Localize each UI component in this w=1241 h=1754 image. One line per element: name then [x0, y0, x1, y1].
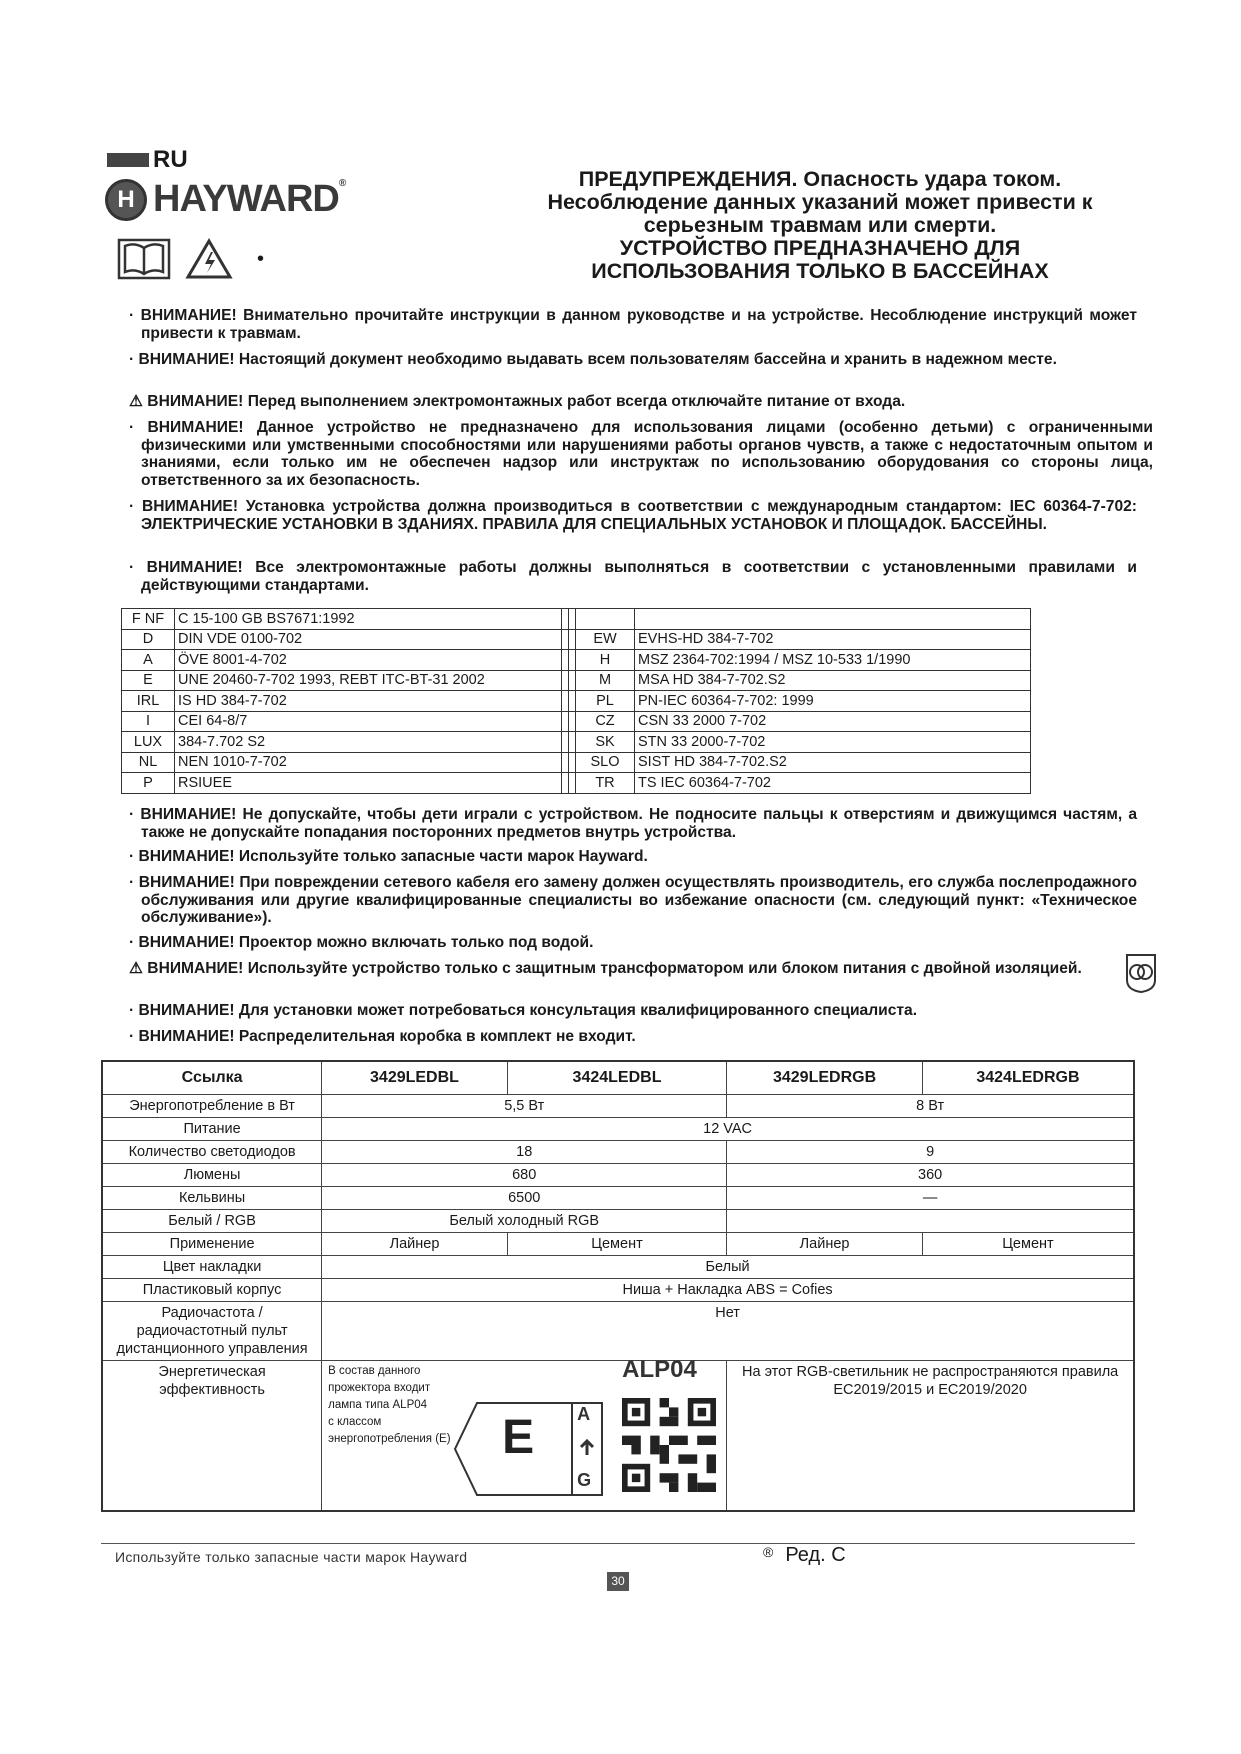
spec-label: Пластиковый корпус	[102, 1279, 322, 1302]
hayward-logo-mark: H	[105, 179, 147, 221]
table-gap	[569, 773, 576, 794]
spec-value: Лайнер	[727, 1233, 923, 1256]
footer-note: Используйте только запасные части марок Hayward	[115, 1549, 468, 1565]
spec-label: Люмены	[102, 1164, 322, 1187]
standard-name	[635, 609, 1031, 630]
spec-label: Белый / RGB	[102, 1210, 322, 1233]
energy-model: ALP04	[622, 1356, 697, 1383]
table-gap	[569, 609, 576, 630]
header-warning-line: УСТРОЙСТВО ПРЕДНАЗНАЧЕНО ДЛЯ	[619, 236, 1021, 260]
table-row	[102, 1141, 1134, 1164]
energy-class-letter: E	[502, 1411, 535, 1464]
spec-header-model: 3424LEDRGB	[922, 1061, 1134, 1095]
country-code: I	[122, 711, 175, 732]
country-code	[576, 609, 635, 630]
spec-label: Цвет накладки	[102, 1256, 322, 1279]
header-warning	[530, 168, 1110, 283]
warning-icons	[117, 238, 264, 280]
table-row	[122, 711, 1031, 732]
country-code: E	[122, 670, 175, 691]
energy-label-cell	[322, 1356, 727, 1511]
spec-value: 12 VAC	[322, 1118, 1134, 1141]
table-row	[102, 1210, 1134, 1233]
standard-name: UNE 20460-7-702 1993, REBT ITC-BT-31 2002	[175, 670, 562, 691]
standard-name: PN-IEC 60364-7-702: 1999	[635, 691, 1031, 712]
spec-value: 680	[322, 1164, 727, 1187]
table-gap	[562, 773, 569, 794]
table-row	[102, 1095, 1134, 1118]
table-gap	[562, 711, 569, 732]
table-row	[122, 609, 1031, 630]
spec-value: Цемент	[922, 1233, 1134, 1256]
table-row	[102, 1256, 1134, 1279]
footer-divider	[101, 1543, 1135, 1544]
double-insulation-transformer-icon	[1123, 952, 1159, 994]
country-code: A	[122, 650, 175, 671]
standard-name: 384-7.702 S2	[175, 732, 562, 753]
table-gap	[562, 609, 569, 630]
spec-value: Нет	[322, 1302, 1134, 1361]
hayward-logo	[105, 178, 345, 221]
table-row	[122, 650, 1031, 671]
spec-value: Цемент	[507, 1233, 726, 1256]
table-gap	[562, 752, 569, 773]
spec-header-row	[102, 1061, 1134, 1095]
language-label: RU	[153, 146, 188, 173]
warning-item: · ВНИМАНИЕ! Используйте только запасные части марок Hayward.	[129, 848, 648, 865]
table-gap	[569, 711, 576, 732]
spec-header-model: 3424LEDBL	[507, 1061, 726, 1095]
warning-item: · ВНИМАНИЕ! Внимательно прочитайте инструкции в данном руководстве и на устройстве. Несоблюдение инструкций может привести к травмам.	[129, 307, 1137, 342]
country-code: PL	[576, 691, 635, 712]
spec-value-empty	[727, 1210, 1134, 1233]
table-row	[102, 1279, 1134, 1302]
header-warning-line: ПРЕДУПРЕЖДЕНИЯ. Опасность удара током.	[578, 167, 1062, 191]
table-gap	[569, 670, 576, 691]
spec-value: 5,5 Вт	[322, 1095, 727, 1118]
standard-name: SIST HD 384-7-702.S2	[635, 752, 1031, 773]
standard-name: RSIUEE	[175, 773, 562, 794]
spec-label: Энергетическая эффективность	[102, 1361, 322, 1511]
logo-registered: ®	[338, 178, 346, 189]
country-code: M	[576, 670, 635, 691]
manual-book-icon	[117, 238, 171, 280]
spec-header-model: 3429LEDRGB	[727, 1061, 923, 1095]
header-warning-line: Несоблюдение данных указаний может привести к	[547, 190, 1093, 214]
table-gap	[562, 732, 569, 753]
table-row	[102, 1361, 1134, 1511]
standard-name: C 15-100 GB BS7671:1992	[175, 609, 562, 630]
standard-name: STN 33 2000-7-702	[635, 732, 1031, 753]
table-gap	[562, 650, 569, 671]
table-row	[102, 1302, 1134, 1361]
spec-label: Питание	[102, 1118, 322, 1141]
bullet-dot: •	[257, 247, 265, 270]
country-code: TR	[576, 773, 635, 794]
revision-registered: ®	[763, 1544, 774, 1560]
country-code: SLO	[576, 752, 635, 773]
table-gap	[569, 629, 576, 650]
standard-name: NEN 1010-7-702	[175, 752, 562, 773]
country-code: NL	[122, 752, 175, 773]
spec-value: 6500	[322, 1187, 727, 1210]
table-gap	[562, 629, 569, 650]
revision-label	[763, 1544, 846, 1567]
energy-note-line: лампа типа ALP04	[328, 1399, 428, 1411]
spec-value: 360	[727, 1164, 1134, 1187]
energy-note-line: В состав данного	[328, 1365, 421, 1377]
header-warning-line: серьезным травмам или смерти.	[643, 213, 997, 237]
standard-name: TS IEC 60364-7-702	[635, 773, 1031, 794]
qr-code	[622, 1395, 716, 1495]
energy-note-line: с классом	[328, 1416, 382, 1428]
table-row	[122, 629, 1031, 650]
standard-name: MSA HD 384-7-702.S2	[635, 670, 1031, 691]
table-row	[102, 1233, 1134, 1256]
spec-value: —	[727, 1187, 1134, 1210]
warning-item: · ВНИМАНИЕ! При повреждении сетевого кабеля его замену должен осуществлять производитель, его служба послепродажного обслуживания или другие квалифицированные специалисты во избежание опасности (см. следующий пункт: «Техническое обслуживание»).	[129, 874, 1137, 926]
standards-table	[121, 608, 1031, 794]
spec-label: Энергопотребление в Вт	[102, 1095, 322, 1118]
energy-note-line: энергопотребления (E)	[328, 1433, 451, 1445]
warning-item: · ВНИМАНИЕ! Все электромонтажные работы должны выполняться в соответствии с установленными правилами и действующими стандартами.	[129, 559, 1137, 594]
warning-item: · ВНИМАНИЕ! Не допускайте, чтобы дети играли с устройством. Не подносите пальцы к отверстиям и движущимся частям, а также не допускайте попадания посторонних предметов внутрь устройства.	[129, 806, 1137, 841]
spec-value: 18	[322, 1141, 727, 1164]
energy-note	[328, 1363, 450, 1448]
standard-name: EVHS-HD 384-7-702	[635, 629, 1031, 650]
country-code: LUX	[122, 732, 175, 753]
table-gap	[562, 691, 569, 712]
table-row	[122, 752, 1031, 773]
standard-name: CEI 64-8/7	[175, 711, 562, 732]
logo-word: HAYWARD	[153, 178, 339, 220]
spec-value: 9	[727, 1141, 1134, 1164]
spec-value: Белый холодный RGB	[322, 1210, 727, 1233]
spec-value: Ниша + Накладка ABS = Cofies	[322, 1279, 1134, 1302]
table-gap	[562, 670, 569, 691]
spec-label: Радиочастота / радиочастотный пульт дистанционного управления	[102, 1302, 322, 1361]
header-warning-line: ИСПОЛЬЗОВАНИЯ ТОЛЬКО В БАССЕЙНАХ	[591, 259, 1049, 283]
table-gap	[569, 650, 576, 671]
country-code: D	[122, 629, 175, 650]
spec-label: Кельвины	[102, 1187, 322, 1210]
energy-note-line: прожектора входит	[328, 1382, 431, 1394]
warning-item: · ВНИМАНИЕ! Данное устройство не предназначено для использования лицами (особенно детьми) с ограниченными физическими или умственными способностями или нарушениями работы органов чувств, а также с недостаточным опытом и знаниями, если только им не обеспечен надзор или инструктаж по использованию оборудования со стороны лица, ответственного за их безопасность.	[129, 419, 1153, 489]
country-code: IRL	[122, 691, 175, 712]
country-code: H	[576, 650, 635, 671]
language-tag	[107, 146, 188, 174]
standard-name: CSN 33 2000 7-702	[635, 711, 1031, 732]
standard-name: IS HD 384-7-702	[175, 691, 562, 712]
table-row	[122, 732, 1031, 753]
table-row	[102, 1187, 1134, 1210]
spec-header-model: 3429LEDBL	[322, 1061, 508, 1095]
spec-value: Белый	[322, 1256, 1134, 1279]
spec-label: Применение	[102, 1233, 322, 1256]
warning-item: · ВНИМАНИЕ! Для установки может потребоваться консультация квалифицированного специалиста.	[129, 1002, 918, 1019]
warning-item: · ВНИМАНИЕ! Настоящий документ необходимо выдавать всем пользователям бассейна и хранить в надежном месте.	[129, 351, 1057, 368]
country-code: SK	[576, 732, 635, 753]
spec-header-reference: Ссылка	[102, 1061, 322, 1095]
warning-item: · ВНИМАНИЕ! Распределительная коробка в комплект не входит.	[129, 1028, 636, 1045]
standard-name: MSZ 2364-702:1994 / MSZ 10-533 1/1990	[635, 650, 1031, 671]
electric-hazard-icon	[185, 238, 233, 280]
energy-rgb-note: На этот RGB-светильник не распространяются правила EC2019/2015 и EC2019/2020	[727, 1361, 1134, 1511]
warning-item: ⚠ ВНИМАНИЕ! Используйте устройство только с защитным трансформатором или блоком питания с двойной изоляцией.	[129, 960, 1082, 977]
warning-item: ⚠ ВНИМАНИЕ! Перед выполнением электромонтажных работ всегда отключайте питание от входа.	[129, 393, 906, 410]
spec-value: 8 Вт	[727, 1095, 1134, 1118]
table-gap	[569, 752, 576, 773]
spec-value: Лайнер	[322, 1233, 508, 1256]
table-row	[122, 691, 1031, 712]
table-row	[122, 670, 1031, 691]
hayward-logo-text	[153, 178, 345, 221]
language-bar	[107, 153, 149, 167]
table-row	[122, 773, 1031, 794]
table-gap	[569, 691, 576, 712]
country-code: EW	[576, 629, 635, 650]
spec-label: Количество светодиодов	[102, 1141, 322, 1164]
energy-scale-top: A	[577, 1404, 591, 1424]
standard-name: ÖVE 8001-4-702	[175, 650, 562, 671]
warning-item: · ВНИМАНИЕ! Установка устройства должна производиться в соответствии с международным стандартом: IEC 60364-7-702: ЭЛЕКТРИЧЕСКИЕ УСТАНОВКИ В ЗДАНИЯХ. ПРАВИЛА ДЛЯ СПЕЦИАЛЬНЫХ УСТАНОВОК И ПЛОЩАДОК. БАССЕЙНЫ.	[129, 498, 1137, 533]
specification-table	[101, 1060, 1135, 1512]
revision-text: Ред. С	[785, 1544, 846, 1566]
page-number: 30	[607, 1572, 629, 1591]
country-code: P	[122, 773, 175, 794]
standard-name: DIN VDE 0100-702	[175, 629, 562, 650]
country-code: CZ	[576, 711, 635, 732]
table-row	[102, 1164, 1134, 1187]
table-row	[102, 1118, 1134, 1141]
table-gap	[569, 732, 576, 753]
warning-item: · ВНИМАНИЕ! Проектор можно включать только под водой.	[129, 934, 594, 951]
country-code: F NF	[122, 609, 175, 630]
energy-scale-bottom: G	[577, 1470, 592, 1490]
